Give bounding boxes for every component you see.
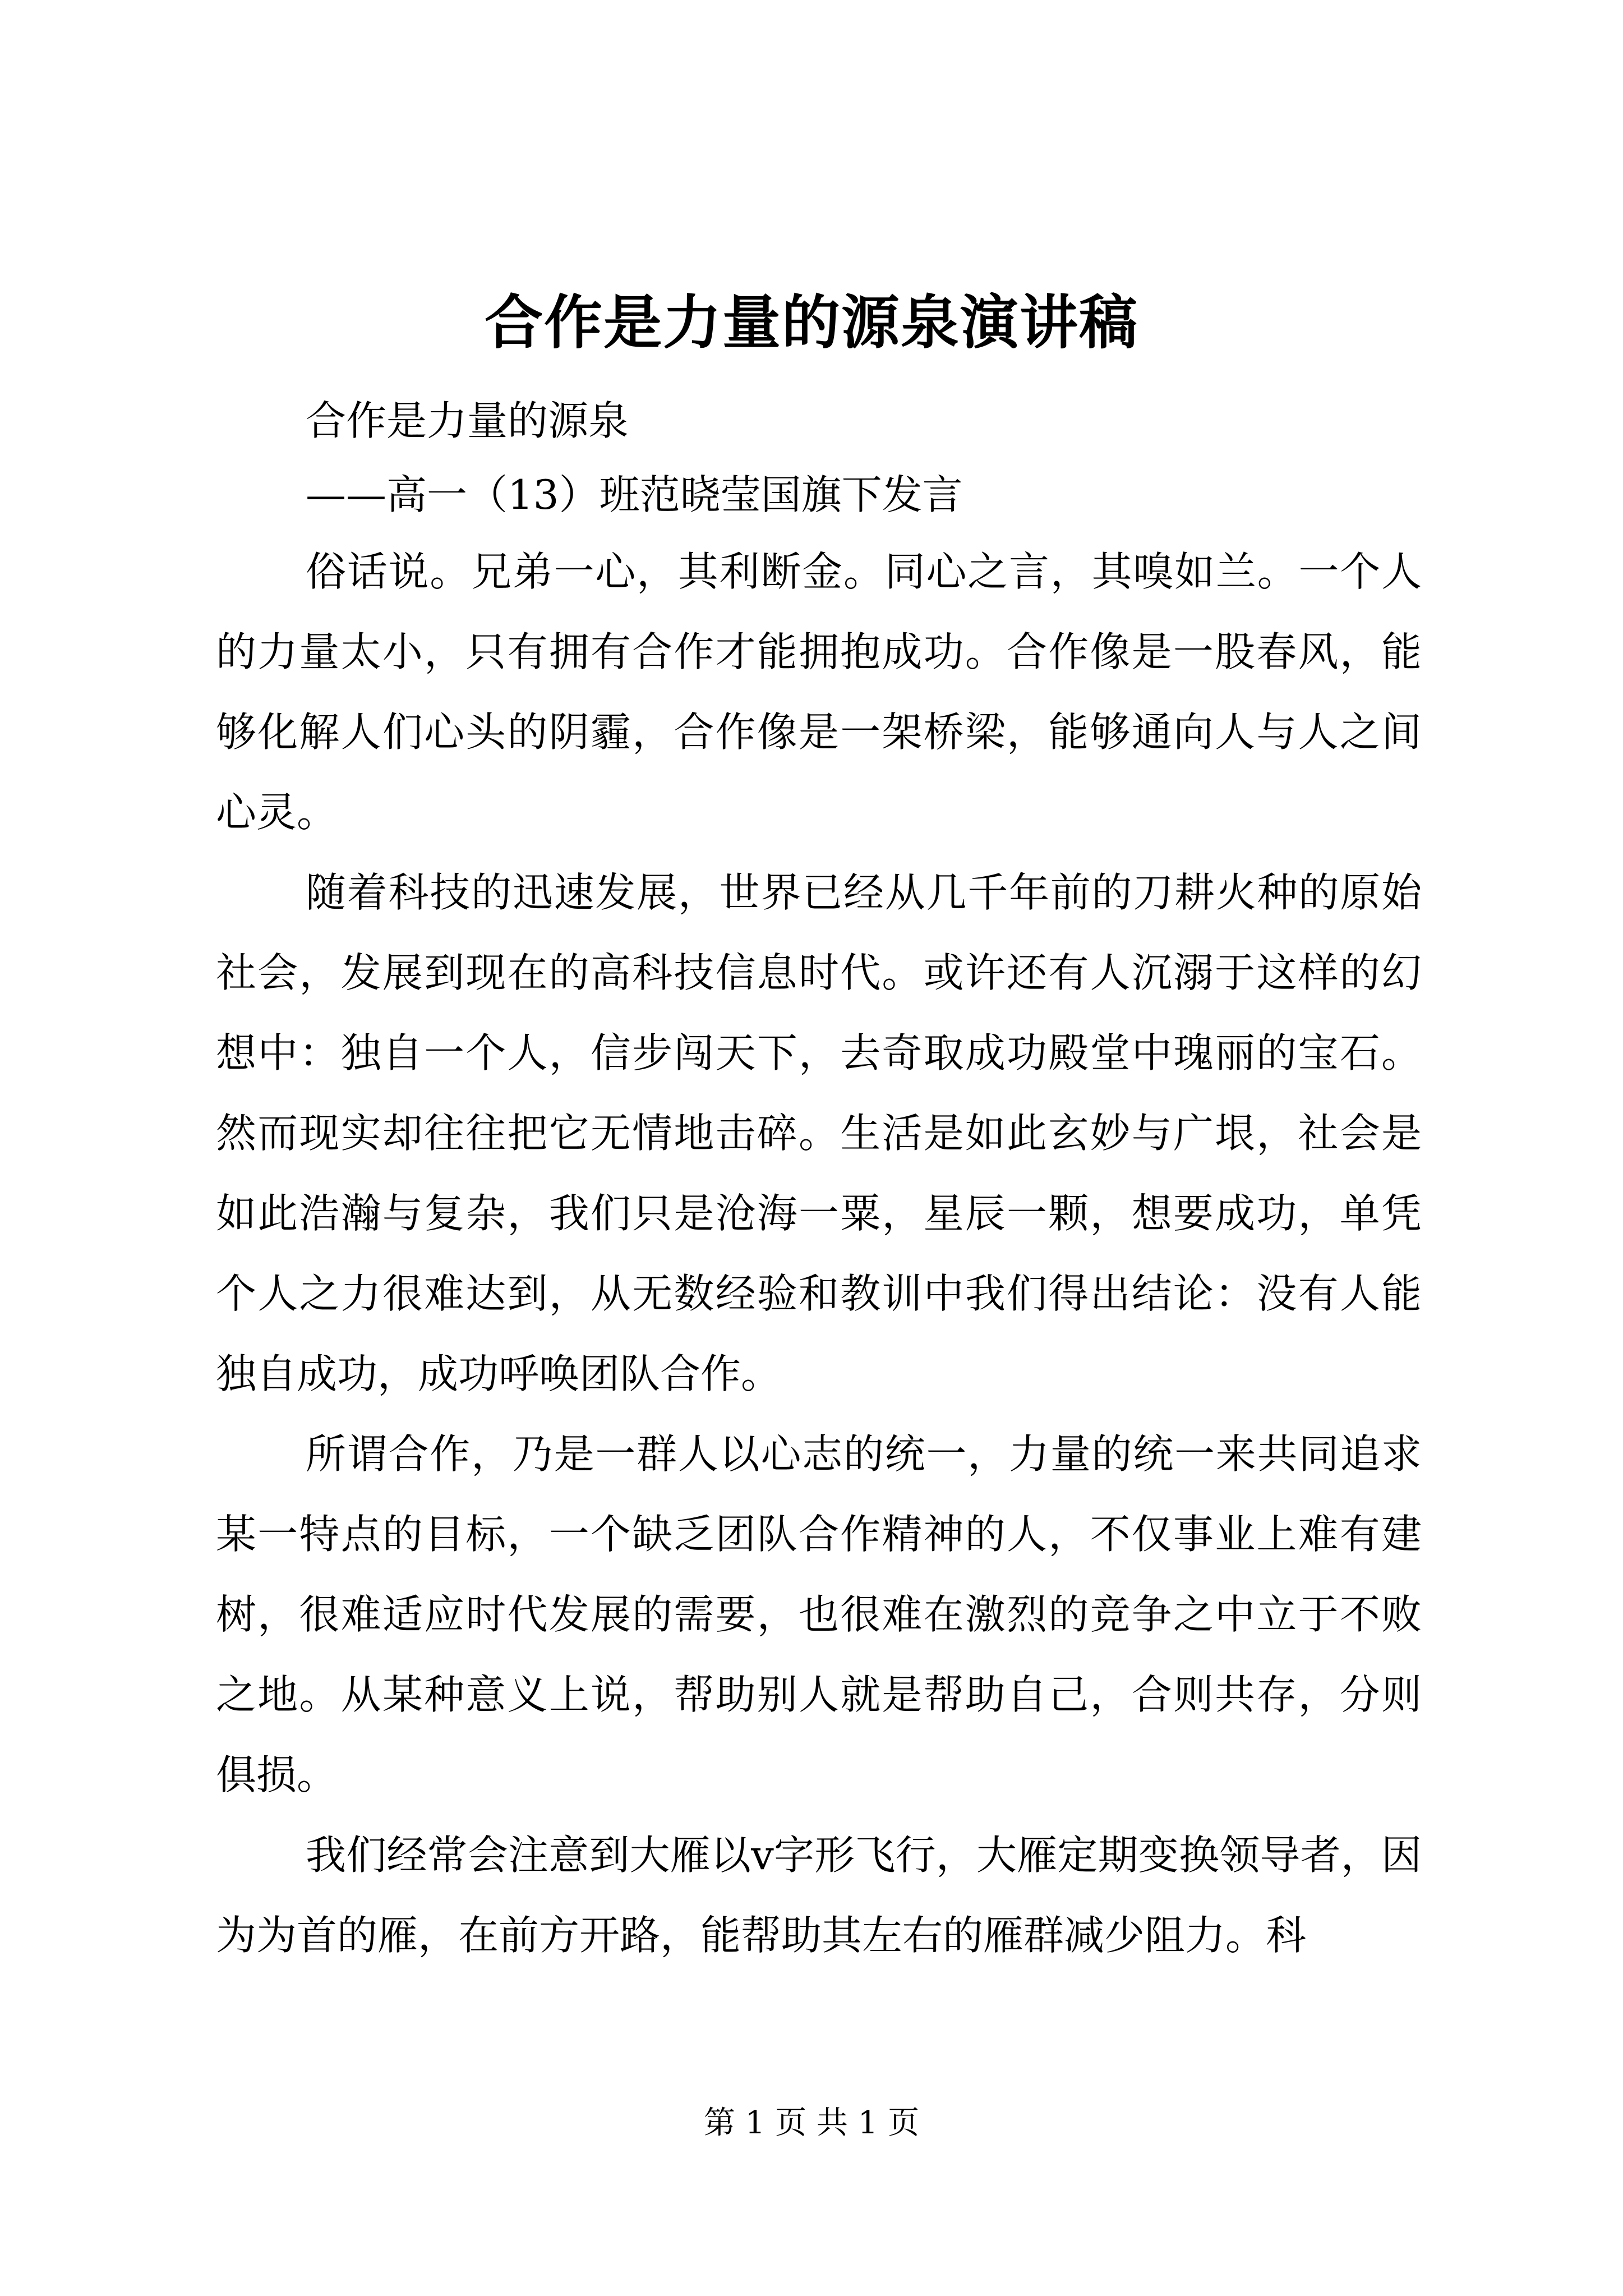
paragraph-3: 所谓合作，乃是一群人以心志的统一，力量的统一来共同追求某一特点的目标，一个缺乏团队合作精神的人，不仅事业上难有建树，很难适应时代发展的需要，也很难在激烈的竞争之中立于不败之地。从某种意义上说，帮助别人就是帮助自己，合则共存，分则俱损。 bbox=[216, 1430, 1422, 1798]
paragraph-4: 我们经常会注意到大雁以v字形飞行，大雁定期变换领导者，因为为首的雁，在前方开路，能帮助其左右的雁群减少阻力。科 bbox=[216, 1832, 1422, 1959]
page-footer: 第 1 页 共 1 页 bbox=[703, 2105, 920, 2141]
speaker-line: ——高一（13）班范晓莹国旗下发言 bbox=[306, 471, 963, 518]
document-body bbox=[216, 384, 1422, 1976]
paragraph-2: 随着科技的迅速发展，世界已经从几千年前的刀耕火种的原始社会，发展到现在的高科技信息时代。或许还有人沉溺于这样的幻想中：独自一个人，信步闯天下，去奇取成功殿堂中瑰丽的宝石。然而现实却往往把它无情地击碎。生活是如此玄妙与广垠，社会是如此浩瀚与复杂，我们只是沧海一粟，星辰一颗，想要成功，单凭个人之力很难达到，从无数经验和教训中我们得出结论：没有人能独自成功，成功呼唤团队合作。 bbox=[216, 869, 1422, 1397]
paragraph-1: 俗话说。兄弟一心，其利断金。同心之言，其嗅如兰。一个人的力量太小，只有拥有合作才能拥抱成功。合作像是一股春风，能够化解人们心头的阴霾，合作像是一架桥梁，能够通向人与人之间心灵。 bbox=[216, 548, 1422, 836]
document-subtitle: 合作是力量的源泉 bbox=[306, 397, 629, 444]
document-title: 合作是力量的源泉演讲稿 bbox=[484, 288, 1138, 357]
